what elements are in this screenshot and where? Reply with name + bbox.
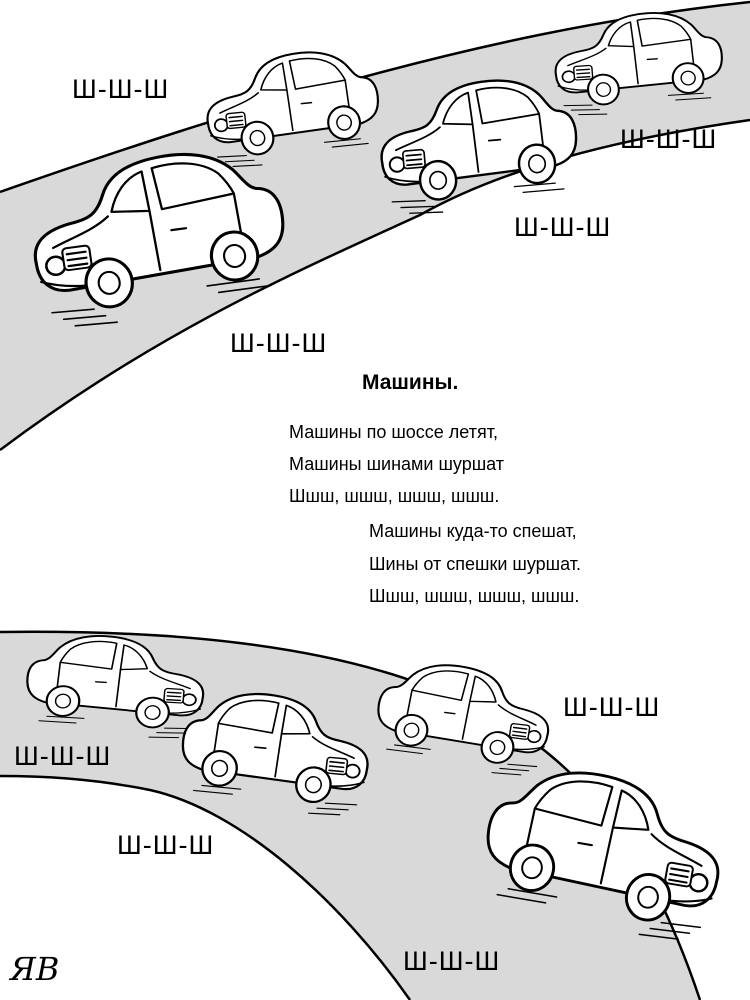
author-monogram: ЯВ [10, 950, 60, 988]
stanza1-line1: Машины по шоссе летят, [289, 422, 498, 442]
stanza1-line3: Шшш, шшш, шшш, шшш. [289, 486, 500, 506]
sound-label-top-middle: Ш-Ш-Ш [514, 212, 612, 242]
stanza2-line2: Шины от спешки шуршат. [369, 554, 581, 574]
stanza1-line2: Машины шинами шуршат [289, 454, 505, 474]
sound-label-bottom-middle: Ш-Ш-Ш [117, 830, 215, 860]
stanza2-line3: Шшш, шшш, шшш, шшш. [369, 586, 580, 606]
sound-label-top-left: Ш-Ш-Ш [72, 74, 170, 104]
sound-label-top-bottom: Ш-Ш-Ш [230, 328, 328, 358]
poem-title: Машины. [362, 371, 459, 394]
sound-label-bottom-right: Ш-Ш-Ш [563, 692, 661, 722]
stanza2-line1: Машины куда-то спешат, [369, 521, 577, 541]
sound-label-bottom-lower: Ш-Ш-Ш [403, 946, 501, 976]
sound-label-top-right: Ш-Ш-Ш [620, 124, 718, 154]
sound-label-bottom-left: Ш-Ш-Ш [14, 741, 112, 771]
